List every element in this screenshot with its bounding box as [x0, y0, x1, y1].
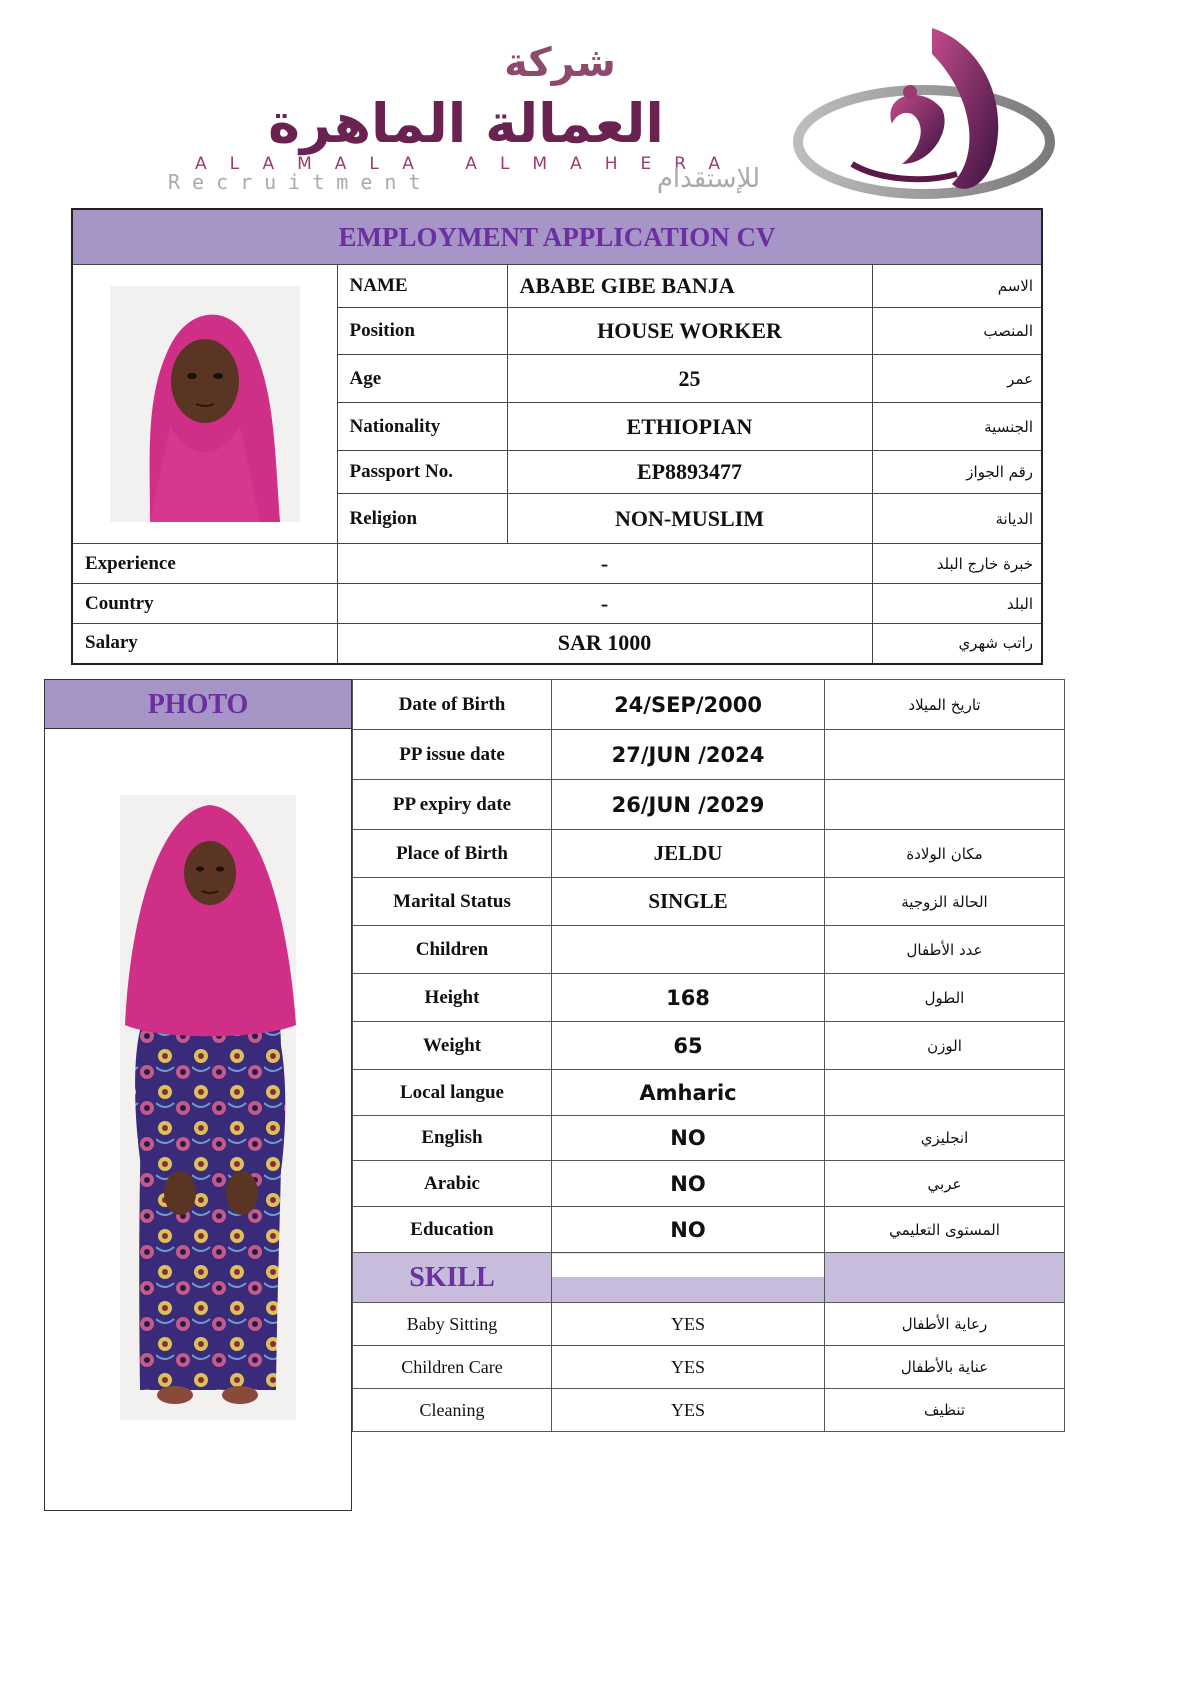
portrait-photo	[110, 286, 300, 522]
label-pp-expiry-ar	[825, 780, 1065, 830]
label-age: Age	[337, 355, 507, 403]
label-arabic: Arabic	[353, 1161, 552, 1207]
skill-header: SKILL	[353, 1253, 552, 1303]
label-cleaning: Cleaning	[353, 1389, 552, 1432]
label-salary-ar: راتب شهري	[872, 624, 1042, 664]
label-children-care-ar: عناية بالأطفال	[825, 1346, 1065, 1389]
logo-emblem-icon	[782, 14, 1067, 204]
label-weight: Weight	[353, 1022, 552, 1070]
label-age-ar: عمر	[872, 355, 1042, 403]
label-experience-ar: خبرة خارج البلد	[872, 544, 1042, 584]
label-local-language: Local langue	[353, 1070, 552, 1116]
label-marital-status: Marital Status	[353, 878, 552, 926]
value-baby-sitting: YES	[552, 1303, 825, 1346]
value-cleaning: YES	[552, 1389, 825, 1432]
value-english: NO	[552, 1116, 825, 1161]
value-nationality: ETHIOPIAN	[507, 403, 872, 451]
label-pp-issue-ar	[825, 730, 1065, 780]
logo-arabic-name: العمالة الماهرة	[268, 92, 664, 155]
label-name: NAME	[337, 265, 507, 308]
label-baby-sitting: Baby Sitting	[353, 1303, 552, 1346]
value-passport: EP8893477	[507, 451, 872, 494]
label-country-ar: البلد	[872, 584, 1042, 624]
label-position-ar: المنصب	[872, 308, 1042, 355]
value-dob: 24/SEP/2000	[552, 680, 825, 730]
label-dob-ar: تاريخ الميلاد	[825, 680, 1065, 730]
label-nationality: Nationality	[337, 403, 507, 451]
value-education: NO	[552, 1207, 825, 1253]
logo-latin-name: ALAMALA ALMAHERA	[195, 154, 743, 174]
label-arabic-ar: عربي	[825, 1161, 1065, 1207]
label-weight-ar: الوزن	[825, 1022, 1065, 1070]
label-pp-expiry: PP expiry date	[353, 780, 552, 830]
value-religion: NON-MUSLIM	[507, 494, 872, 544]
value-local-language: Amharic	[552, 1070, 825, 1116]
value-weight: 65	[552, 1022, 825, 1070]
value-position: HOUSE WORKER	[507, 308, 872, 355]
label-height: Height	[353, 974, 552, 1022]
value-arabic: NO	[552, 1161, 825, 1207]
company-logo	[150, 14, 1080, 204]
value-pp-expiry: 26/JUN /2029	[552, 780, 825, 830]
logo-arabic-recruitment: للإستقدام	[656, 164, 760, 194]
label-children: Children	[353, 926, 552, 974]
label-passport-ar: رقم الجواز	[872, 451, 1042, 494]
label-marital-status-ar: الحالة الزوجية	[825, 878, 1065, 926]
cv-title: EMPLOYMENT APPLICATION CV	[72, 209, 1042, 265]
label-children-ar: عدد الأطفال	[825, 926, 1065, 974]
label-religion-ar: الديانة	[872, 494, 1042, 544]
value-children	[552, 926, 825, 974]
label-nationality-ar: الجنسية	[872, 403, 1042, 451]
label-position: Position	[337, 308, 507, 355]
label-place-of-birth: Place of Birth	[353, 830, 552, 878]
skill-header-spacer-ar	[825, 1253, 1065, 1303]
label-religion: Religion	[337, 494, 507, 544]
logo-recruitment: Recruitment	[168, 170, 433, 194]
value-name: ABABE GIBE BANJA	[507, 265, 872, 308]
value-height: 168	[552, 974, 825, 1022]
portrait-cell	[72, 265, 337, 544]
personal-details-table	[352, 679, 1065, 1432]
value-experience: -	[337, 544, 872, 584]
employment-info-table	[71, 208, 1043, 665]
label-experience: Experience	[72, 544, 337, 584]
label-pp-issue: PP issue date	[353, 730, 552, 780]
label-height-ar: الطول	[825, 974, 1065, 1022]
label-local-language-ar	[825, 1070, 1065, 1116]
photo-header: PHOTO	[45, 680, 351, 729]
value-children-care: YES	[552, 1346, 825, 1389]
logo-arabic-company: شركة	[504, 40, 616, 86]
full-body-photo	[120, 795, 296, 1420]
photo-panel	[44, 679, 352, 1511]
value-country: -	[337, 584, 872, 624]
label-english-ar: انجليزي	[825, 1116, 1065, 1161]
label-children-care: Children Care	[353, 1346, 552, 1389]
value-age: 25	[507, 355, 872, 403]
label-english: English	[353, 1116, 552, 1161]
label-baby-sitting-ar: رعاية الأطفال	[825, 1303, 1065, 1346]
label-cleaning-ar: تنظيف	[825, 1389, 1065, 1432]
value-place-of-birth: JELDU	[552, 830, 825, 878]
value-marital-status: SINGLE	[552, 878, 825, 926]
label-education: Education	[353, 1207, 552, 1253]
label-salary: Salary	[72, 624, 337, 664]
label-education-ar: المستوى التعليمي	[825, 1207, 1065, 1253]
label-passport: Passport No.	[337, 451, 507, 494]
value-salary: SAR 1000	[337, 624, 872, 664]
skill-header-spacer	[552, 1253, 825, 1303]
label-country: Country	[72, 584, 337, 624]
label-place-of-birth-ar: مكان الولادة	[825, 830, 1065, 878]
label-dob: Date of Birth	[353, 680, 552, 730]
value-pp-issue: 27/JUN /2024	[552, 730, 825, 780]
label-name-ar: الاسم	[872, 265, 1042, 308]
